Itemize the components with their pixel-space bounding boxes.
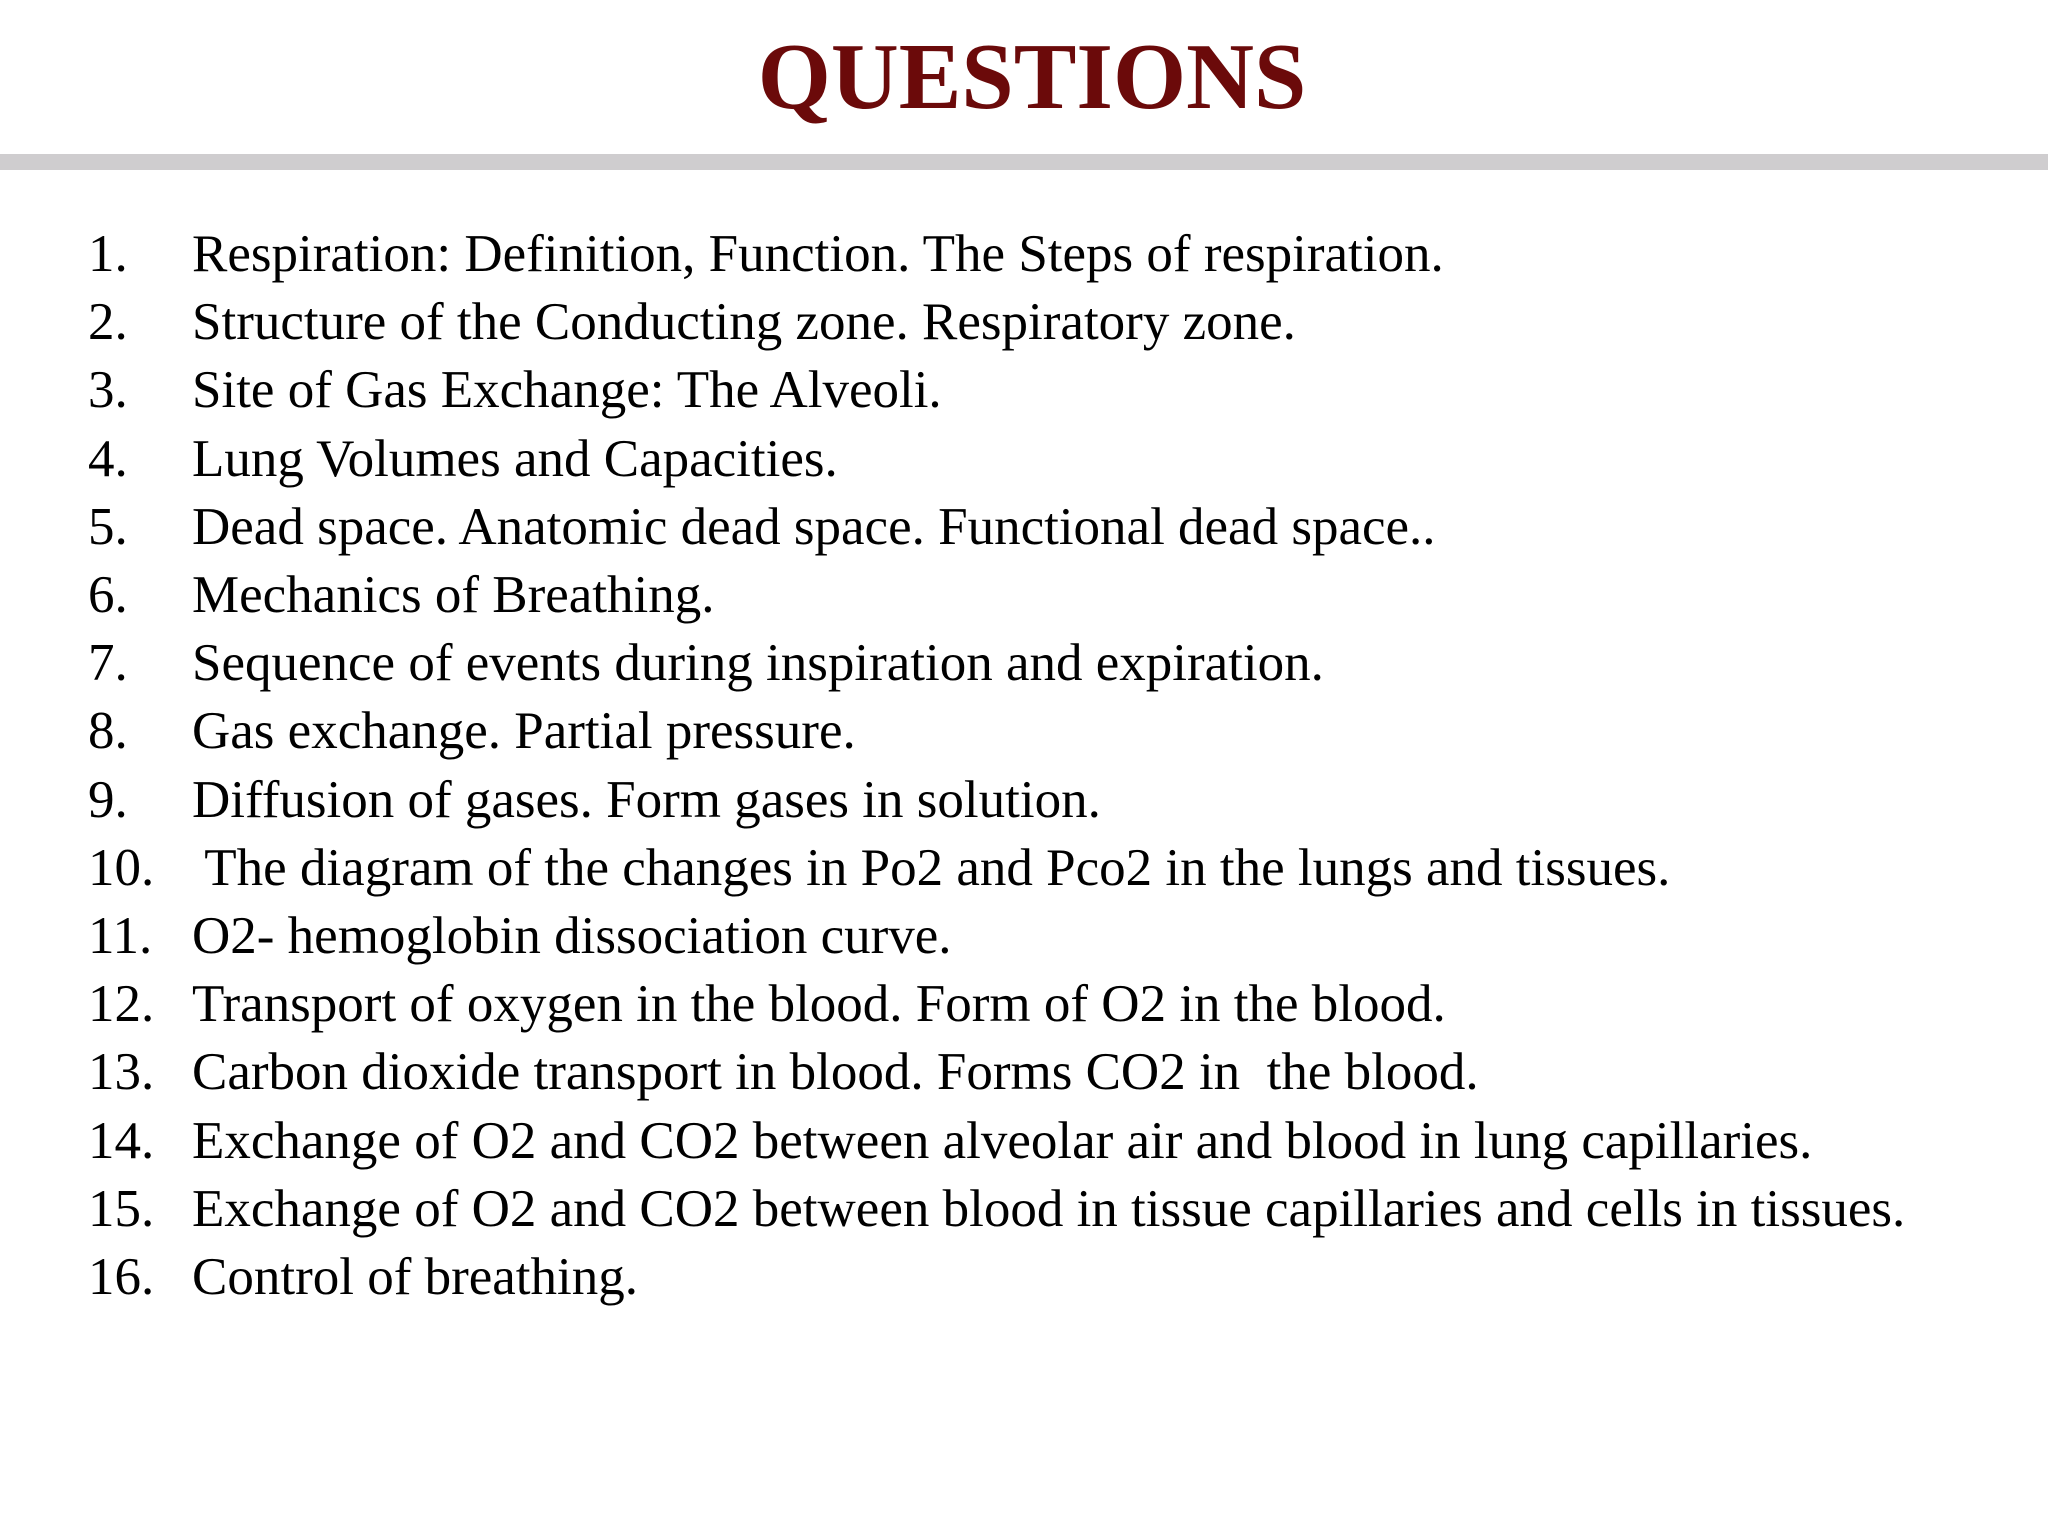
- question-text: The diagram of the changes in Po2 and Pco2 in the lungs and tissues.: [192, 838, 1671, 897]
- question-item: [88, 902, 2008, 970]
- question-number: 5.: [88, 497, 128, 556]
- question-item: [88, 1038, 2008, 1106]
- questions-list: [88, 220, 2008, 1311]
- question-number: 11.: [88, 907, 153, 966]
- question-text: Control of breathing.: [192, 1248, 638, 1307]
- question-number: 7.: [88, 634, 128, 693]
- question-text: Transport of oxygen in the blood. Form of O2 in the blood.: [192, 975, 1446, 1034]
- question-number: 4.: [88, 429, 128, 488]
- question-text: Dead space. Anatomic dead space. Functional dead space..: [192, 497, 1436, 556]
- question-item: [88, 697, 2008, 765]
- question-item: [88, 493, 2008, 561]
- question-number: 2.: [88, 293, 128, 352]
- slide-title: QUESTIONS: [757, 25, 1307, 129]
- question-text: O2- hemoglobin dissociation curve.: [192, 907, 952, 966]
- question-text: Structure of the Conducting zone. Respiratory zone.: [192, 293, 1296, 352]
- question-item: [88, 1175, 2008, 1243]
- question-text: Respiration: Definition, Function. The Steps of respiration.: [192, 225, 1444, 283]
- question-item: [88, 425, 2008, 493]
- question-item: [88, 766, 2008, 834]
- question-number: 10.: [88, 838, 155, 897]
- question-text: Sequence of events during inspiration and expiration.: [192, 634, 1324, 693]
- question-text: Exchange of O2 and CO2 between blood in tissue capillaries and cells in tissues.: [192, 1179, 1906, 1238]
- question-number: 16.: [88, 1248, 155, 1307]
- question-number: 9.: [88, 770, 128, 829]
- question-item: [88, 1243, 2008, 1311]
- question-item: [88, 356, 2008, 424]
- question-item: [88, 561, 2008, 629]
- question-item: [88, 288, 2008, 356]
- question-number: 6.: [88, 566, 128, 625]
- question-text: Lung Volumes and Capacities.: [192, 429, 838, 488]
- question-item: [88, 220, 2008, 288]
- question-text: Mechanics of Breathing.: [192, 566, 715, 625]
- question-item: [88, 970, 2008, 1038]
- question-number: 13.: [88, 1043, 155, 1102]
- question-text: Site of Gas Exchange: The Alveoli.: [192, 361, 942, 420]
- question-text: Exchange of O2 and CO2 between alveolar air and blood in lung capillaries.: [192, 1111, 1813, 1170]
- question-text: Gas exchange. Partial pressure.: [192, 702, 856, 761]
- question-number: 12.: [88, 975, 155, 1034]
- question-number: 15.: [88, 1179, 155, 1238]
- question-text: Carbon dioxide transport in blood. Forms CO2 in the blood.: [192, 1043, 1479, 1102]
- question-item: [88, 629, 2008, 697]
- question-item: [88, 1107, 2008, 1175]
- question-text: Diffusion of gases. Form gases in solution.: [192, 770, 1101, 829]
- question-number: 14.: [88, 1111, 155, 1170]
- question-number: 3.: [88, 361, 128, 420]
- title-divider: [0, 154, 2048, 170]
- question-item: [88, 834, 2008, 902]
- question-number: 1.: [88, 225, 128, 283]
- question-number: 8.: [88, 702, 128, 761]
